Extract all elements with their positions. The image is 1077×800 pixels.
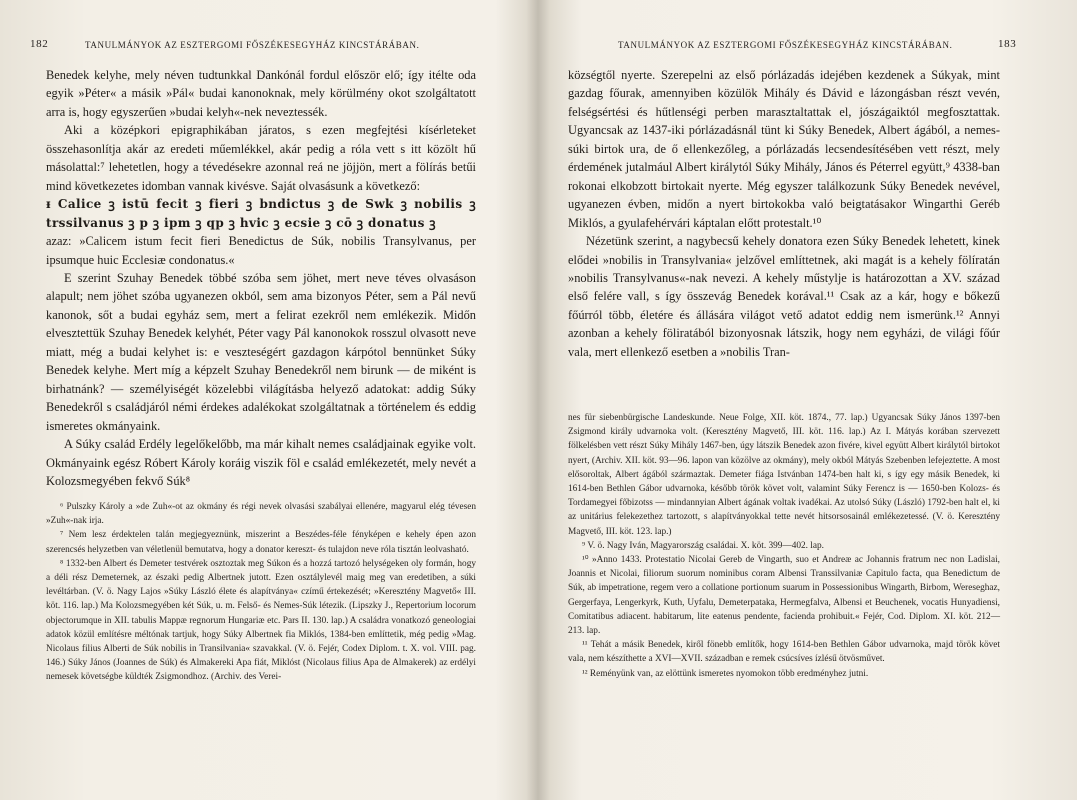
- footnote: ⁹ V. ö. Nagy Iván, Magyarország családai. X. köt. 399—402. lap.: [582, 540, 824, 551]
- left-body-text: [46, 66, 476, 490]
- right-body-text: [568, 66, 1000, 361]
- blackletter-inscription: ᵻ Calice ꝫ istū fecit ꝫ fieri ꝫ bndictus ꝫ de Swk ꝫ nobilis ꝫ trssilvanus ꝫ p ꝫ ipm ꝫ qp ꝫ hvic ꝫ ecsie ꝫ cō ꝫ donatus ꝫ: [46, 197, 476, 230]
- paragraph: Nézetünk szerint, a nagybecsű kehely donatora ezen Súky Benedek lehetett, kinek elődei »nobilis in Transylvania« jelzővel említtetnek, aki magát is a kehely fölíratán »nobilis Transylvanus«-nak nevezi. A kehely műstylje is határozottan a XV. század első felére vall, s így összevág Benedek korával.¹¹ Csak az a kár, hogy e bőkezű főúrról több, életére és állására világot vető adatot eddig nem ismerünk.¹² Annyi azonban a kehely föliratából bizonyosnak látszik, hogy nem egyházi, de világi főúr vala, mert ellenkező esetben a »nobilis Tran-: [568, 234, 1000, 359]
- footnote: nes für siebenbürgische Landeskunde. Neue Folge, XII. köt. 1874., 77. lap.) Ugyancsak Súky János 1397-ben Zsigmond király udvarnoka volt. (Keresztény Magvető, III. köt. 116. lap.) Az I. Mátyás korában szervezett fölkelésben vett részt Súky Mihály 1467-ben, úgy látszik Benedek azon fivére, kivel együtt Albert királytól birtokot nyert, (Archiv. XII. köt. 93—96. lapon van közölve az okmány), mely okból Mátyás Szebenben lefejeztette. A most elősoroltak, Albert ágából származtak. Demeter fiága Istvánban 1474-ben halt ki, s így egy másik Benedek, ki 1614-ben Bethlen Gábor udvarnoka, később török követ volt, valamint Súky Ferencz is — 1650-ben Kolozs- és Tordamegyei főbizotss — mindannyian Albert ágának voltak ivadékai. Az utolsó Súky (László) 1792-ben halt el, ki az unitárius felekezethez tartozott, s alapítványokkal tette nevét hitsorsosainál emlékezetessé. (V. ö. Keresztény Magvető, III. köt. 123. lap.): [568, 413, 1000, 537]
- paragraph: A Súky család Erdély legelőkelőbb, ma már kihalt nemes családjainak egyike volt. Okmányaink egész Róbert Károly koráig viszik föl e család emlékezetét, mely nevét a Kolozsmegyében fekvő Súk⁸: [46, 437, 476, 488]
- footnote: ¹¹ Tehát a másik Benedek, kiről fönebb említők, hogy 1614-ben Bethlen Gábor udvarnoka, majd török követ vala, nem készíthette a XVI—XVII. században e remek csúcsíves ízlésű ötvösművet.: [568, 640, 1000, 665]
- book-gutter: [526, 0, 550, 800]
- paragraph: E szerint Szuhay Benedek többé szóba sem jöhet, mert neve téves olvasáson alapult; nem jöhet szóba ugyanezen okból, sem ama bizonyos Péter, sem a Pál nevű kanonok, sőt a budai egyház sem, mert a felirat ezekről nem emlékezik. Midőn elvesztettük Szuhay Benedek kelyhét, Péter vagy Pál kanonokok rosszul olvasott neve miatt, még a budai kelyhet is: e veszteségért gazdagon kárpótol bennünket Súky Benedek kelyhe. Mert míg a képzelt Szuhay Benedekről nem birunk — de miként is birhatnánk? — személyiségét közelebbi világításba helyező adatokat: addig Súky Benedekről s családjáról némi érdekes adalékokat szolgáltatnak a történelem és eddig ismeretes okmányaink.: [46, 270, 476, 433]
- left-page-number: 182: [30, 38, 49, 50]
- footnote: ¹⁰ »Anno 1433. Protestatio Nicolai Gereb de Vingarth, suo et Andreæ ac Johannis fratrum nec non Ladislai, Joannis et Nicolai, filiorum suorum nominibus coram Albensi Transsilvaniæ Capitulo facta, qua Benedictum de Súk, ab impetratione, regem vero a collatione portionum suarum in Possessionibus Wingarth, Birbom, Wereseghaz, Gergerfaya, Lengerkyrk, Kuth, Uyfalu, Demeterpataka, Hermegfalva, Albensi et Beuchenek, vocatis Hunyadiensi, Comitatibus adiacent. habitarum, lite eatenus pendente, facienda prohibuit.« Fejér, Cod. Diplom. XI. köt. 212—213. lap.: [568, 555, 1000, 637]
- right-page: [538, 0, 1077, 800]
- paragraph: községtől nyerte. Szerepelni az első pórlázadás idejében kezdenek a Súkyak, mint gazdag főurak, amennyiben közülök Mihály és Dávid e lázongásban részt vevén, felségsértési és hűtlenségi perben marasztaltattak el, jószágaiktól megfosztattak. Ugyancsak az 1437-iki pórlázadásnál tünt ki Súky Benedek, Albert ágából, a nemes-súki birtok ura, de ő ellenkezőleg, a pórlázadás lecsendesítésében vett részt, mely érdemének jutalmául Albert királytól Súky Mihály, János és Péterrel együtt,⁹ 4338-ban rokonai elkobzott birtokait nyerte. Még egyszer találkozunk Súky Benedek nevével, ugyanezen évben, midőn a nyert birtokokba való beigtatásakor Wingarthi Geréb Miklós, a gyulafehérvári káptalan előtt protestalt.¹⁰: [568, 68, 1000, 230]
- right-page-number: 183: [998, 38, 1017, 50]
- paragraph: Benedek kelyhe, mely néven tudtunkkal Dankónál fordul először elő; így itélte oda egyik »Péter« a másik »Pál« budai kanonoknak, mely körülmény okot szolgáltatott arra is, hogy egyszerűen »budai kelyh«-nek neveztessék.: [46, 68, 476, 119]
- paragraph: Aki a középkori epigraphikában járatos, s ezen megfejtési kísérleteket összehasonlítja akár az eredeti műemlékkel, akár pedig a róla vett s itt közölt hű másolattal:⁷ lehetetlen, hogy a tévedésekre azonnal reá ne jöjjön, mert a fölírás betűi mind következetes idomban vannak kivésve. Saját olvasásunk a következő:: [46, 123, 476, 193]
- paragraph: azaz: »Calicem istum fecit fieri Benedictus de Súk, nobilis Transylvanus, per ipsumque huic Ecclesiæ condonatus.«: [46, 234, 476, 267]
- footnote: ¹² Reményünk van, az elöttünk ismeretes nyomokon több eredményhez jutni.: [582, 668, 869, 679]
- footnote: ⁶ Pulszky Károly a »de Zuh«-ot az okmány és régi nevek olvasási szabályai ellenére, magyarul elég tévesen »Zuh«-nak irja.: [46, 502, 476, 527]
- footnote: ⁷ Nem lesz érdektelen talán megjegyeznünk, miszerint a Beszédes-féle fényképen e kehely épen azon szerencsés helyzetben van véletlenül bemutatva, hogy a donator kereszt- és tulajdon neve róla tisztán leolvasható.: [46, 530, 476, 555]
- right-running-title: TANULMÁNYOK AZ ESZTERGOMI FŐSZÉKESEGYHÁZ KINCSTÁRÁBAN.: [618, 40, 953, 50]
- left-running-title: TANULMÁNYOK AZ ESZTERGOMI FŐSZÉKESEGYHÁZ KINCSTÁRÁBAN.: [85, 40, 420, 50]
- left-page: [0, 0, 538, 800]
- left-footnotes: [46, 500, 476, 685]
- footnote: ⁸ 1332-ben Albert és Demeter testvérek osztoztak meg Súkon és a hozzá tartozó helységeken oly formán, hogy a déli rész Demeternek, az északi pedig Albertnek jutott. Ezen osztálylevél maig meg van eredetiben, a súki levéltárban. (V. ö. Nagy Lajos »Súky László élete és alapítványa« czímű értekezését; »Keresztény Magvető« III. köt. 116. lap.) Ma Kolozsmegyében két Súk, u. m. Felső- és Nemes-Súk létezik. (Lipszky J., Repertorium locorum objectorumque in XII. tabulis Mappæ regnorum Hungariæ etc. Pars II. 130. lap.) A családra vonatkozó geneologiai adatok közül említésre méltónak tartjuk, hogy Súky Albertnek fia Miklós, 1384-ben említtetik, még pedig »Mag. Nicolaus filius Alberti de Súk nobilis in Transilvania« szavakkal. (V. ö. Fejér, Codex Diplom. t. X. vol. VIII. pag. 146.) Súky János (Joannes de Súk) és Almakereki Apa fiát, Miklóst (Nicolaus filius Apa de Almakerek) az erdélyi nemesek követségbe küldték Zsigmondhoz. (Archiv. des Verei-: [46, 558, 476, 683]
- right-footnotes: [568, 411, 1000, 681]
